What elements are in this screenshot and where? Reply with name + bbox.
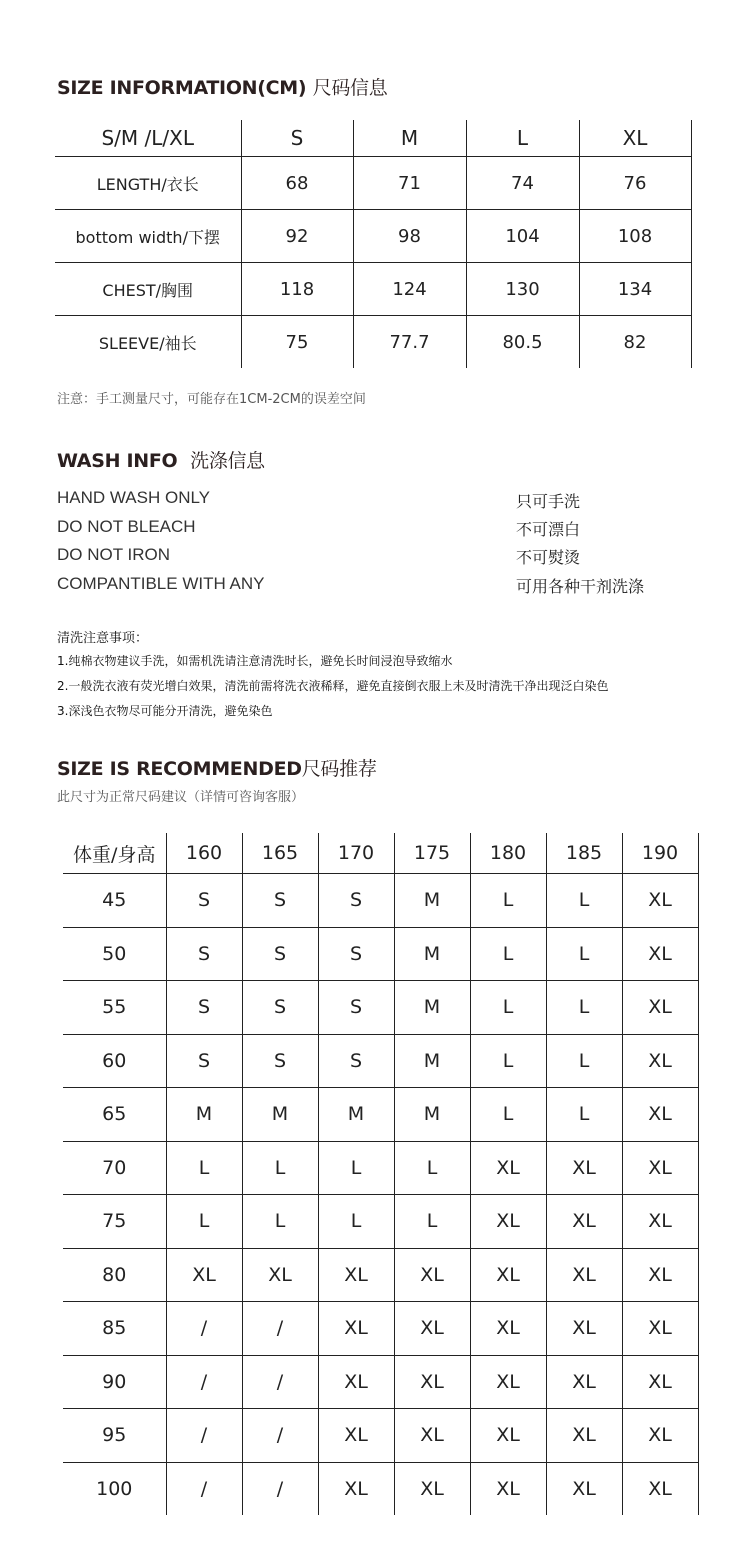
- recommended-size-cell: XL: [318, 1248, 394, 1302]
- recommended-size-cell: XL: [470, 1409, 546, 1463]
- height-header-cell: 165: [242, 833, 318, 874]
- recommended-size-cell: XL: [622, 1141, 698, 1195]
- recommended-size-cell: L: [546, 981, 622, 1035]
- size-info-cell: 134: [579, 263, 691, 316]
- weight-cell: 55: [63, 981, 166, 1035]
- size-info-row: [55, 210, 691, 263]
- wash-item-cn: 可用各种干剂洗涤: [516, 577, 645, 596]
- size-info-cell: 124: [353, 263, 466, 316]
- recommended-size-cell: M: [242, 1088, 318, 1142]
- recommended-size-cell: L: [546, 874, 622, 928]
- recommended-size-cell: XL: [622, 1248, 698, 1302]
- wash-item-en: COMPANTIBLE WITH ANY: [57, 574, 265, 593]
- wash-item-en: DO NOT IRON: [57, 545, 171, 564]
- height-header-cell: 180: [470, 833, 546, 874]
- recommended-size-cell: S: [166, 927, 242, 981]
- size-info-cell: 71: [353, 157, 466, 210]
- recommendation-table: [63, 833, 699, 1515]
- recommended-size-cell: XL: [546, 1355, 622, 1409]
- weight-cell: 45: [63, 874, 166, 928]
- wash-notes-heading: 清洗注意事项：: [57, 631, 149, 646]
- recommended-size-cell: XL: [622, 1409, 698, 1463]
- recommended-size-cell: /: [242, 1355, 318, 1409]
- recommended-size-cell: L: [470, 927, 546, 981]
- recommended-size-cell: L: [546, 1034, 622, 1088]
- size-info-header-cell: S: [241, 120, 353, 157]
- recommended-size-cell: S: [318, 927, 394, 981]
- size-info-cell: 80.5: [466, 316, 579, 369]
- size-info-table: [55, 120, 692, 368]
- weight-cell: 90: [63, 1355, 166, 1409]
- size-info-row-label: SLEEVE/袖长: [55, 316, 241, 369]
- recommended-size-cell: XL: [166, 1248, 242, 1302]
- recommended-size-cell: XL: [622, 1355, 698, 1409]
- recommendation-row: [63, 1195, 698, 1249]
- wash-item-cn: 只可手洗: [516, 492, 581, 511]
- recommended-size-cell: S: [242, 981, 318, 1035]
- size-info-row: [55, 316, 691, 369]
- recommended-size-cell: S: [242, 1034, 318, 1088]
- recommended-size-cell: L: [318, 1195, 394, 1249]
- recommended-size-cell: S: [242, 927, 318, 981]
- size-info-title-cn: 尺码信息: [312, 77, 388, 99]
- recommended-size-cell: XL: [622, 1034, 698, 1088]
- wash-info-title-en: WASH INFO: [57, 450, 178, 472]
- recommended-size-cell: L: [166, 1141, 242, 1195]
- wash-note-item: 3.深浅色衣物尽可能分开清洗，避免染色: [57, 704, 273, 718]
- recommended-size-cell: L: [470, 1034, 546, 1088]
- recommendation-row: [63, 1141, 698, 1195]
- height-header-cell: 175: [394, 833, 470, 874]
- recommended-size-cell: XL: [394, 1409, 470, 1463]
- recommended-size-cell: XL: [622, 1302, 698, 1356]
- recommended-size-cell: L: [470, 981, 546, 1035]
- recommended-size-cell: L: [394, 1141, 470, 1195]
- weight-cell: 100: [63, 1462, 166, 1515]
- recommended-size-cell: XL: [546, 1141, 622, 1195]
- recommended-size-cell: M: [394, 1088, 470, 1142]
- size-info-row-label: CHEST/胸围: [55, 263, 241, 316]
- recommended-size-cell: XL: [546, 1462, 622, 1515]
- recommended-size-cell: M: [394, 981, 470, 1035]
- recommendation-corner-label: 体重/身高: [63, 833, 166, 874]
- recommended-size-cell: XL: [242, 1248, 318, 1302]
- weight-cell: 75: [63, 1195, 166, 1249]
- recommended-size-cell: XL: [394, 1355, 470, 1409]
- wash-item-en: HAND WASH ONLY: [57, 488, 211, 507]
- recommendation-row: [63, 1034, 698, 1088]
- recommendation-row: [63, 1088, 698, 1142]
- recommended-size-cell: XL: [470, 1195, 546, 1249]
- size-info-cell: 104: [466, 210, 579, 263]
- recommended-size-cell: XL: [622, 1088, 698, 1142]
- recommended-size-cell: S: [166, 874, 242, 928]
- recommended-size-cell: XL: [470, 1462, 546, 1515]
- weight-cell: 70: [63, 1141, 166, 1195]
- size-info-cell: 74: [466, 157, 579, 210]
- recommendation-row: [63, 981, 698, 1035]
- recommended-size-cell: XL: [318, 1355, 394, 1409]
- wash-note-item: 2.一般洗衣液有荧光增白效果，清洗前需将洗衣液稀释，避免直接倒衣服上未及时清洗干净出现泛白染色: [57, 679, 609, 693]
- measurement-note: 注意：手工测量尺寸，可能存在1CM-2CM的误差空间: [57, 392, 366, 407]
- height-header-cell: 160: [166, 833, 242, 874]
- recommendation-row: [63, 1248, 698, 1302]
- recommended-size-cell: XL: [470, 1355, 546, 1409]
- recommended-size-cell: XL: [546, 1302, 622, 1356]
- size-info-row: [55, 263, 691, 316]
- recommended-size-cell: L: [166, 1195, 242, 1249]
- size-info-header-cell: XL: [579, 120, 691, 157]
- recommended-size-cell: M: [394, 927, 470, 981]
- recommended-size-cell: XL: [318, 1462, 394, 1515]
- height-header-cell: 170: [318, 833, 394, 874]
- recommended-size-cell: XL: [622, 874, 698, 928]
- size-info-cell: 75: [241, 316, 353, 369]
- recommended-size-cell: S: [318, 1034, 394, 1088]
- recommended-size-cell: L: [546, 1088, 622, 1142]
- weight-cell: 80: [63, 1248, 166, 1302]
- recommended-size-cell: XL: [470, 1302, 546, 1356]
- wash-item-cn: 不可熨烫: [516, 548, 581, 567]
- recommended-size-cell: XL: [546, 1409, 622, 1463]
- recommended-size-cell: /: [166, 1409, 242, 1463]
- recommendation-row: [63, 1409, 698, 1463]
- height-header-cell: 190: [622, 833, 698, 874]
- recommended-size-cell: XL: [470, 1248, 546, 1302]
- recommended-size-cell: L: [470, 1088, 546, 1142]
- recommendation-row: [63, 1302, 698, 1356]
- size-info-title-en: SIZE INFORMATION(CM): [57, 77, 307, 99]
- recommended-size-cell: L: [318, 1141, 394, 1195]
- wash-info-title-cn: 洗涤信息: [190, 450, 265, 472]
- size-info-cell: 92: [241, 210, 353, 263]
- recommended-size-cell: XL: [622, 927, 698, 981]
- size-info-cell: 82: [579, 316, 691, 369]
- height-header-cell: 185: [546, 833, 622, 874]
- recommended-size-cell: M: [318, 1088, 394, 1142]
- size-info-cell: 118: [241, 263, 353, 316]
- size-info-row: [55, 157, 691, 210]
- recommended-size-cell: /: [242, 1302, 318, 1356]
- recommended-size-cell: M: [394, 1034, 470, 1088]
- recommended-size-cell: XL: [546, 1195, 622, 1249]
- weight-cell: 85: [63, 1302, 166, 1356]
- size-info-header-cell: L: [466, 120, 579, 157]
- weight-cell: 65: [63, 1088, 166, 1142]
- recommended-size-cell: XL: [622, 981, 698, 1035]
- size-info-cell: 76: [579, 157, 691, 210]
- recommended-size-cell: XL: [318, 1409, 394, 1463]
- recommended-size-cell: XL: [546, 1248, 622, 1302]
- recommended-size-cell: L: [546, 927, 622, 981]
- recommended-size-cell: /: [166, 1355, 242, 1409]
- recommended-size-cell: /: [242, 1462, 318, 1515]
- recommendation-header-row: [63, 833, 698, 874]
- size-info-cell: 108: [579, 210, 691, 263]
- recommended-size-cell: S: [318, 874, 394, 928]
- size-info-row-label: LENGTH/衣长: [55, 157, 241, 210]
- size-info-row-label: bottom width/下摆: [55, 210, 241, 263]
- recommended-size-cell: XL: [394, 1248, 470, 1302]
- wash-item-en: DO NOT BLEACH: [57, 517, 196, 536]
- recommended-size-cell: L: [242, 1141, 318, 1195]
- size-info-header-cell: M: [353, 120, 466, 157]
- recommended-size-cell: S: [318, 981, 394, 1035]
- wash-note-item: 1.纯棉衣物建议手洗，如需机洗请注意清洗时长，避免长时间浸泡导致缩水: [57, 654, 453, 668]
- recommended-size-cell: /: [166, 1462, 242, 1515]
- size-info-header-cell: S/M /L/XL: [55, 120, 241, 157]
- recommended-size-cell: XL: [622, 1462, 698, 1515]
- recommended-size-cell: M: [394, 874, 470, 928]
- weight-cell: 60: [63, 1034, 166, 1088]
- recommended-size-cell: /: [242, 1409, 318, 1463]
- size-info-cell: 68: [241, 157, 353, 210]
- recommendation-title: [57, 754, 377, 781]
- size-info-cell: 98: [353, 210, 466, 263]
- recommended-size-cell: XL: [318, 1302, 394, 1356]
- size-info-cell: 130: [466, 263, 579, 316]
- recommended-size-cell: XL: [394, 1462, 470, 1515]
- recommended-size-cell: /: [166, 1302, 242, 1356]
- recommendation-row: [63, 927, 698, 981]
- recommendation-row: [63, 1462, 698, 1515]
- recommended-size-cell: S: [242, 874, 318, 928]
- size-info-header-row: [55, 120, 691, 157]
- recommended-size-cell: S: [166, 1034, 242, 1088]
- recommended-size-cell: L: [470, 874, 546, 928]
- recommendation-title-cn: 尺码推荐: [301, 758, 377, 780]
- recommended-size-cell: XL: [470, 1141, 546, 1195]
- recommendation-row: [63, 874, 698, 928]
- recommended-size-cell: XL: [394, 1302, 470, 1356]
- recommended-size-cell: XL: [622, 1195, 698, 1249]
- weight-cell: 95: [63, 1409, 166, 1463]
- size-info-title: [57, 73, 387, 100]
- size-info-cell: 77.7: [353, 316, 466, 369]
- recommended-size-cell: S: [166, 981, 242, 1035]
- recommended-size-cell: L: [242, 1195, 318, 1249]
- recommended-size-cell: L: [394, 1195, 470, 1249]
- recommendation-subtitle: 此尺寸为正常尺码建议（详情可咨询客服）: [57, 790, 305, 805]
- recommendation-row: [63, 1355, 698, 1409]
- weight-cell: 50: [63, 927, 166, 981]
- wash-item-cn: 不可漂白: [516, 520, 581, 539]
- recommended-size-cell: M: [166, 1088, 242, 1142]
- wash-info-title: [57, 446, 265, 473]
- recommendation-title-en: SIZE IS RECOMMENDED: [57, 758, 302, 780]
